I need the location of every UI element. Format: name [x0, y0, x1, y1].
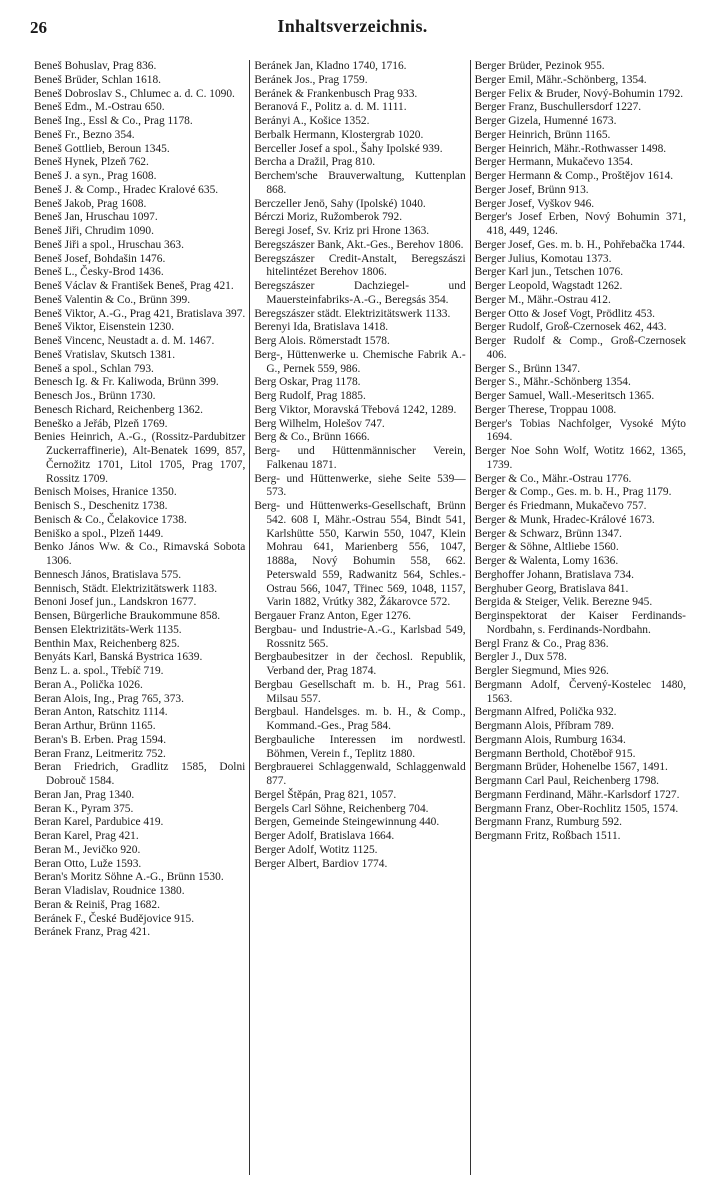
index-entry: Berger & Co., Mähr.-Ostrau 1776.	[474, 472, 632, 485]
index-entry: Bergida & Steiger, Velik. Berezne 945.	[474, 596, 653, 609]
index-entry: Berger Rudolf & Comp., Groß-Czernosek 406.	[474, 335, 686, 361]
index-entry: Beran Alois, Ing., Prag 765, 373.	[34, 692, 184, 705]
index-entry: Beran Anton, Ratschitz 1114.	[34, 706, 168, 719]
index-entry: Beregi Josef, Sv. Kriz pri Hrone 1363.	[254, 225, 430, 237]
index-entry: Bennisch, Städt. Elektrizitätswerk 1183.	[34, 582, 218, 595]
index-entry: Bergler J., Dux 578.	[474, 651, 567, 664]
index-entry: Beneš Vratislav, Skutsch 1381.	[34, 348, 176, 361]
index-entry: Berger Josef, Ges. m. b. H., Pohřebačka 1744.	[474, 238, 686, 251]
index-entry: Berger Heinrich, Mähr.-Rothwasser 1498.	[474, 142, 667, 155]
index-entry: Berger Josef, Vyškov 946.	[474, 197, 595, 210]
index-entry: Beneš Bohuslav, Prag 836.	[34, 60, 157, 72]
index-entry: Berg Rudolf, Prag 1885.	[254, 390, 366, 402]
index-entry: Berginspektorat der Kaiser Ferdinands-Nordbahn, s. Ferdinands-Nordbahn.	[474, 610, 686, 636]
index-entry: Berger's Tobias Nachfolger, Vysoké Mýto 1694.	[474, 417, 686, 444]
index-entry: Beneš J. & Comp., Hradec Kralové 635.	[34, 183, 219, 196]
page-number: 26	[30, 18, 47, 37]
index-entry: Beneš Edm., M.-Ostrau 650.	[34, 101, 165, 114]
index-entry: Berger Albert, Bardiov 1774.	[254, 857, 388, 870]
index-entry: Berg- und Hüttenwerks-Gesellschaft, Brünn 542. 608 I, Mähr.-Ostrau 554, Bindt 541, Karlshütte 550, Karwin 550, 1047, Klein Mohrau 641, Marienberg 556, 1047, 1888a, Nový Bohumin 558, 662. Peterswald 559, Radwanitz 564, Schles.-Ostrau 566, 1047, Třinec 569, 1048, 1157, Varin 1882, Vrútky 382, Žákarovce 572.	[254, 500, 466, 609]
index-entry: Bergmann Berthold, Chotěboř 915.	[474, 747, 636, 760]
index-entry: Berger Julius, Komotau 1373.	[474, 252, 612, 265]
index-entry: Berger & Comp., Ges. m. b. H., Prag 1179.	[474, 486, 672, 499]
index-entry: Beneš Viktor, A.-G., Prag 421, Bratislava 397.	[34, 307, 246, 320]
index-entry: Berger Karl jun., Tetschen 1076.	[474, 266, 624, 279]
index-entry: Beneš Jiři, Chrudim 1090.	[34, 225, 154, 237]
index-entry: Berg- und Hüttenmännischer Verein, Falkenau 1871.	[254, 445, 466, 471]
index-entry: Beran Franz, Leitmeritz 752.	[34, 747, 166, 760]
index-entry: Beránek Jos., Prag 1759.	[254, 73, 368, 86]
index-entry: Berg-, Hüttenwerke u. Chemische Fabrik A.-G., Pernek 559, 986.	[254, 348, 466, 375]
index-entry: Beneš Jakob, Prag 1608.	[34, 197, 147, 210]
index-entry: Berenyi Ida, Bratislava 1418.	[254, 321, 389, 334]
index-entry: Beran Otto, Luže 1593.	[34, 857, 142, 870]
index-entry: Berger Therese, Troppau 1008.	[474, 403, 617, 416]
index-entry: Benesch Richard, Reichenberg 1362.	[34, 403, 204, 416]
index-entry: Bergbaul. Handelsges. m. b. H., & Comp., Kommand.-Ges., Prag 584.	[254, 706, 466, 732]
index-entry: Beneško a Jeřáb, Plzeň 1769.	[34, 417, 168, 430]
index-entry: Bergmann Alois, Příbram 789.	[474, 720, 614, 732]
index-entry: Benko János Ww. & Co., Rimavská Sobota 1306.	[34, 541, 246, 567]
index-entry: Beran M., Jevičko 920.	[34, 843, 141, 856]
index-entry: Bergmann Adolf, Červený-Kostelec 1480, 1563.	[474, 678, 686, 705]
index-entry: Bergel Štěpán, Prag 821, 1057.	[254, 788, 397, 801]
index-entry: Beneš Hynek, Plzeň 762.	[34, 156, 149, 169]
index-entry: Bergl Franz & Co., Prag 836.	[474, 637, 609, 650]
index-entry: Bergbrauerei Schlaggenwald, Schlaggenwald 877.	[254, 761, 466, 787]
index-entry: Berger Otto & Josef Vogt, Prödlitz 453.	[474, 307, 656, 320]
index-entry: Beregszászer Dachziegel- und Mauersteinfabriks-A.-G., Beregsás 354.	[254, 280, 466, 306]
index-entry: Berger Franz, Buschullersdorf 1227.	[474, 101, 642, 114]
index-entry: Bergbaubesitzer in der čechosl. Republik, Verband der, Prag 1874.	[254, 651, 466, 677]
index-entry: Berg Oskar, Prag 1178.	[254, 376, 361, 389]
index-columns	[30, 60, 690, 1175]
index-entry: Berg & Co., Brünn 1666.	[254, 431, 370, 444]
index-entry: Berger Josef, Brünn 913.	[474, 183, 589, 196]
index-entry: Benisch S., Deschenitz 1738.	[34, 500, 168, 512]
index-entry: Berger Noe Sohn Wolf, Wotitz 1662, 1365, 1739.	[474, 445, 686, 471]
index-entry: Beran A., Polička 1026.	[34, 678, 143, 691]
index-entry: Beneš Gottlieb, Beroun 1345.	[34, 142, 170, 155]
index-column-1	[30, 60, 249, 1175]
index-entry: Beran & Reiniš, Prag 1682.	[34, 898, 160, 911]
index-entry: Benz L. a. spol., Třebíč 719.	[34, 665, 164, 677]
index-entry: Beran Jan, Prag 1340.	[34, 788, 135, 801]
index-entry: Bergbau- und Industrie-A.-G., Karlsbad 549, Rossnitz 565.	[254, 623, 466, 650]
index-entry: Bergen, Gemeinde Steingewinnung 440.	[254, 816, 440, 829]
index-entry: Berger Adolf, Bratislava 1664.	[254, 830, 395, 842]
index-entry: Beránek & Frankenbusch Prag 933.	[254, 87, 418, 100]
index-entry: Benesch Ig. & Fr. Kaliwoda, Brünn 399.	[34, 376, 219, 389]
index-entry: Berger és Friedmann, Mukačevo 757.	[474, 500, 647, 512]
index-entry: Berg Viktor, Moravská Třebová 1242, 1289.	[254, 403, 457, 416]
index-entry: Beránek Jan, Kladno 1740, 1716.	[254, 60, 407, 72]
index-entry: Beneš Jiři a spol., Hruschau 363.	[34, 238, 184, 251]
index-entry: Berghuber Georg, Bratislava 841.	[474, 582, 629, 595]
index-entry: Berger & Schwarz, Brünn 1347.	[474, 527, 622, 540]
index-entry: Berger Rudolf, Groß-Czernosek 462, 443.	[474, 321, 667, 334]
index-entry: Bensen Elektrizitäts-Werk 1135.	[34, 623, 182, 636]
index-entry: Benyáts Karl, Banská Bystrica 1639.	[34, 651, 203, 664]
index-entry: Berger Brüder, Pezinok 955.	[474, 60, 605, 72]
index-entry: Beran Vladislav, Roudnice 1380.	[34, 885, 185, 897]
index-entry: Berger & Söhne, Altliebe 1560.	[474, 541, 619, 554]
index-entry: Berczeller Jenö, Sahy (Ipolské) 1040.	[254, 197, 426, 210]
index-entry: Berger Samuel, Wall.-Meseritsch 1365.	[474, 390, 655, 402]
index-entry: Berger Leopold, Wagstadt 1262.	[474, 280, 623, 292]
index-entry: Beran Friedrich, Gradlitz 1585, Dolni Dobrouč 1584.	[34, 761, 246, 787]
index-entry: Beneš Jan, Hruschau 1097.	[34, 211, 158, 224]
index-entry: Berger Hermann & Comp., Proštějov 1614.	[474, 170, 674, 182]
index-entry: Bergmann Fritz, Roßbach 1511.	[474, 830, 621, 842]
index-entry: Berger & Walenta, Lomy 1636.	[474, 555, 619, 567]
index-entry: Beran's Moritz Söhne A.-G., Brünn 1530.	[34, 871, 224, 884]
index-entry: Beranová F., Politz a. d. M. 1111.	[254, 101, 407, 114]
index-entry: Bergbau Gesellschaft m. b. H., Prag 561. Milsau 557.	[254, 678, 466, 705]
index-entry: Berger's Josef Erben, Nový Bohumin 371, 418, 449, 1246.	[474, 211, 686, 237]
index-entry: Bercha a Dražil, Prag 810.	[254, 156, 376, 169]
index-entry: Beránek F., České Budějovice 915.	[34, 912, 195, 925]
index-entry: Bergmann Carl Paul, Reichenberg 1798.	[474, 775, 659, 787]
index-column-3	[470, 60, 690, 1175]
index-entry: Benesch Jos., Brünn 1730.	[34, 390, 156, 402]
index-entry: Berg- und Hüttenwerke, siehe Seite 539—573.	[254, 472, 466, 499]
index-entry: Benoni Josef jun., Landskron 1677.	[34, 596, 197, 609]
index-entry: Berger S., Mähr.-Schönberg 1354.	[474, 376, 631, 389]
index-entry: Beránek Franz, Prag 421.	[34, 926, 151, 939]
index-entry: Berger Emil, Mähr.-Schönberg, 1354.	[474, 73, 647, 86]
index-entry: Beneš Valentin & Co., Brünn 399.	[34, 293, 191, 306]
index-entry: Berceller Josef a spol., Šahy Ipolské 939.	[254, 142, 443, 155]
index-entry: Bennesch János, Bratislava 575.	[34, 568, 182, 581]
index-entry: Beran's B. Erben. Prag 1594.	[34, 733, 167, 746]
index-entry: Beneš Brüder, Schlan 1618.	[34, 73, 162, 86]
index-entry: Beran Karel, Prag 421.	[34, 830, 139, 842]
index-entry: Berg Wilhelm, Holešov 747.	[254, 417, 385, 430]
index-entry: Berbalk Hermann, Klostergrab 1020.	[254, 128, 424, 141]
index-entry: Beran K., Pyram 375.	[34, 802, 134, 815]
index-entry: Beneš Dobroslav S., Chlumec a. d. C. 1090.	[34, 87, 235, 100]
index-entry: Berger Gizela, Humenné 1673.	[474, 115, 617, 127]
index-entry: Berger M., Mähr.-Ostrau 412.	[474, 293, 611, 306]
index-entry: Benisch Moises, Hranice 1350.	[34, 486, 177, 499]
page-title: Inhaltsverzeichnis.	[277, 16, 428, 36]
page-header	[30, 14, 675, 42]
index-entry: Bergmann Franz, Rumburg 592.	[474, 816, 622, 829]
index-entry: Bergmann Brüder, Hohenelbe 1567, 1491.	[474, 761, 668, 774]
index-entry: Beregszászer städt. Elektrizitätswerk 1133.	[254, 307, 451, 320]
index-entry: Bérczi Moriz, Ružomberok 792.	[254, 211, 403, 224]
index-entry: Berger S., Brünn 1347.	[474, 362, 581, 375]
index-entry: Bergmann Ferdinand, Mähr.-Karlsdorf 1727.	[474, 788, 680, 801]
index-entry: Bensen, Bürgerliche Braukommune 858.	[34, 610, 221, 622]
index-entry: Bergmann Alois, Rumburg 1634.	[474, 733, 626, 746]
index-entry: Beran Karel, Pardubice 419.	[34, 816, 164, 829]
index-entry: Beneš a spol., Schlan 793.	[34, 362, 154, 375]
index-entry: Beneš L., Česky-Brod 1436.	[34, 266, 164, 279]
index-entry: Beregszászer Bank, Akt.-Ges., Berehov 1806.	[254, 238, 464, 251]
index-entry: Berger Adolf, Wotitz 1125.	[254, 843, 378, 856]
index-entry: Bergmann Franz, Ober-Rochlitz 1505, 1574.	[474, 802, 679, 815]
index-entry: Beneš Fr., Bezno 354.	[34, 128, 135, 141]
index-entry: Bergler Siegmund, Mies 926.	[474, 665, 609, 677]
index-entry: Benthin Max, Reichenberg 825.	[34, 637, 180, 650]
index-entry: Beniško a spol., Plzeň 1449.	[34, 527, 164, 540]
index-entry: Beneš Ing., Essl & Co., Prag 1178.	[34, 115, 193, 127]
index-entry: Berger Heinrich, Brünn 1165.	[474, 128, 611, 141]
index-entry: Bergmann Alfred, Polička 932.	[474, 706, 617, 719]
index-entry: Berger & Munk, Hradec-Králové 1673.	[474, 513, 655, 526]
index-entry: Berányi A., Košice 1352.	[254, 115, 370, 127]
index-entry: Berger Felix & Bruder, Nový-Bohumin 1792.	[474, 87, 684, 100]
index-entry: Beneš J. a syn., Prag 1608.	[34, 170, 157, 182]
index-column-2	[249, 60, 469, 1175]
index-entry: Berg Alois. Römerstadt 1578.	[254, 335, 390, 347]
index-entry: Berghoffer Johann, Bratislava 734.	[474, 568, 634, 581]
index-entry: Berchem'sche Brauverwaltung, Kuttenplan 868.	[254, 170, 466, 196]
index-entry: Bergels Carl Söhne, Reichenberg 704.	[254, 802, 429, 815]
index-entry: Bergauer Franz Anton, Eger 1276.	[254, 610, 412, 622]
index-entry: Benisch & Co., Čelakovice 1738.	[34, 513, 187, 526]
index-entry: Berger Hermann, Mukačevo 1354.	[474, 156, 633, 169]
index-entry: Beran Arthur, Brünn 1165.	[34, 720, 156, 732]
index-entry: Beneš Viktor, Eisenstein 1230.	[34, 321, 175, 334]
index-entry: Beneš Vincenc, Neustadt a. d. M. 1467.	[34, 335, 215, 347]
index-entry: Beneš Josef, Bohdašin 1476.	[34, 252, 166, 265]
index-entry: Beregszászer Credit-Anstalt, Beregszászi hitelintézet Berehov 1806.	[254, 252, 466, 279]
index-entry: Benies Heinrich, A.-G., (Rossitz-Pardubitzer Zuckerraffinerie), Alt-Benatek 1699, 857, Černožitz 1701, Litol 1705, Prag 1707, Rossitz 1709.	[34, 431, 246, 485]
index-entry: Beneš Václav & František Beneš, Prag 421.	[34, 280, 234, 292]
index-entry: Bergbauliche Interessen im nordwestl. Böhmen, Verein f., Teplitz 1880.	[254, 733, 466, 760]
